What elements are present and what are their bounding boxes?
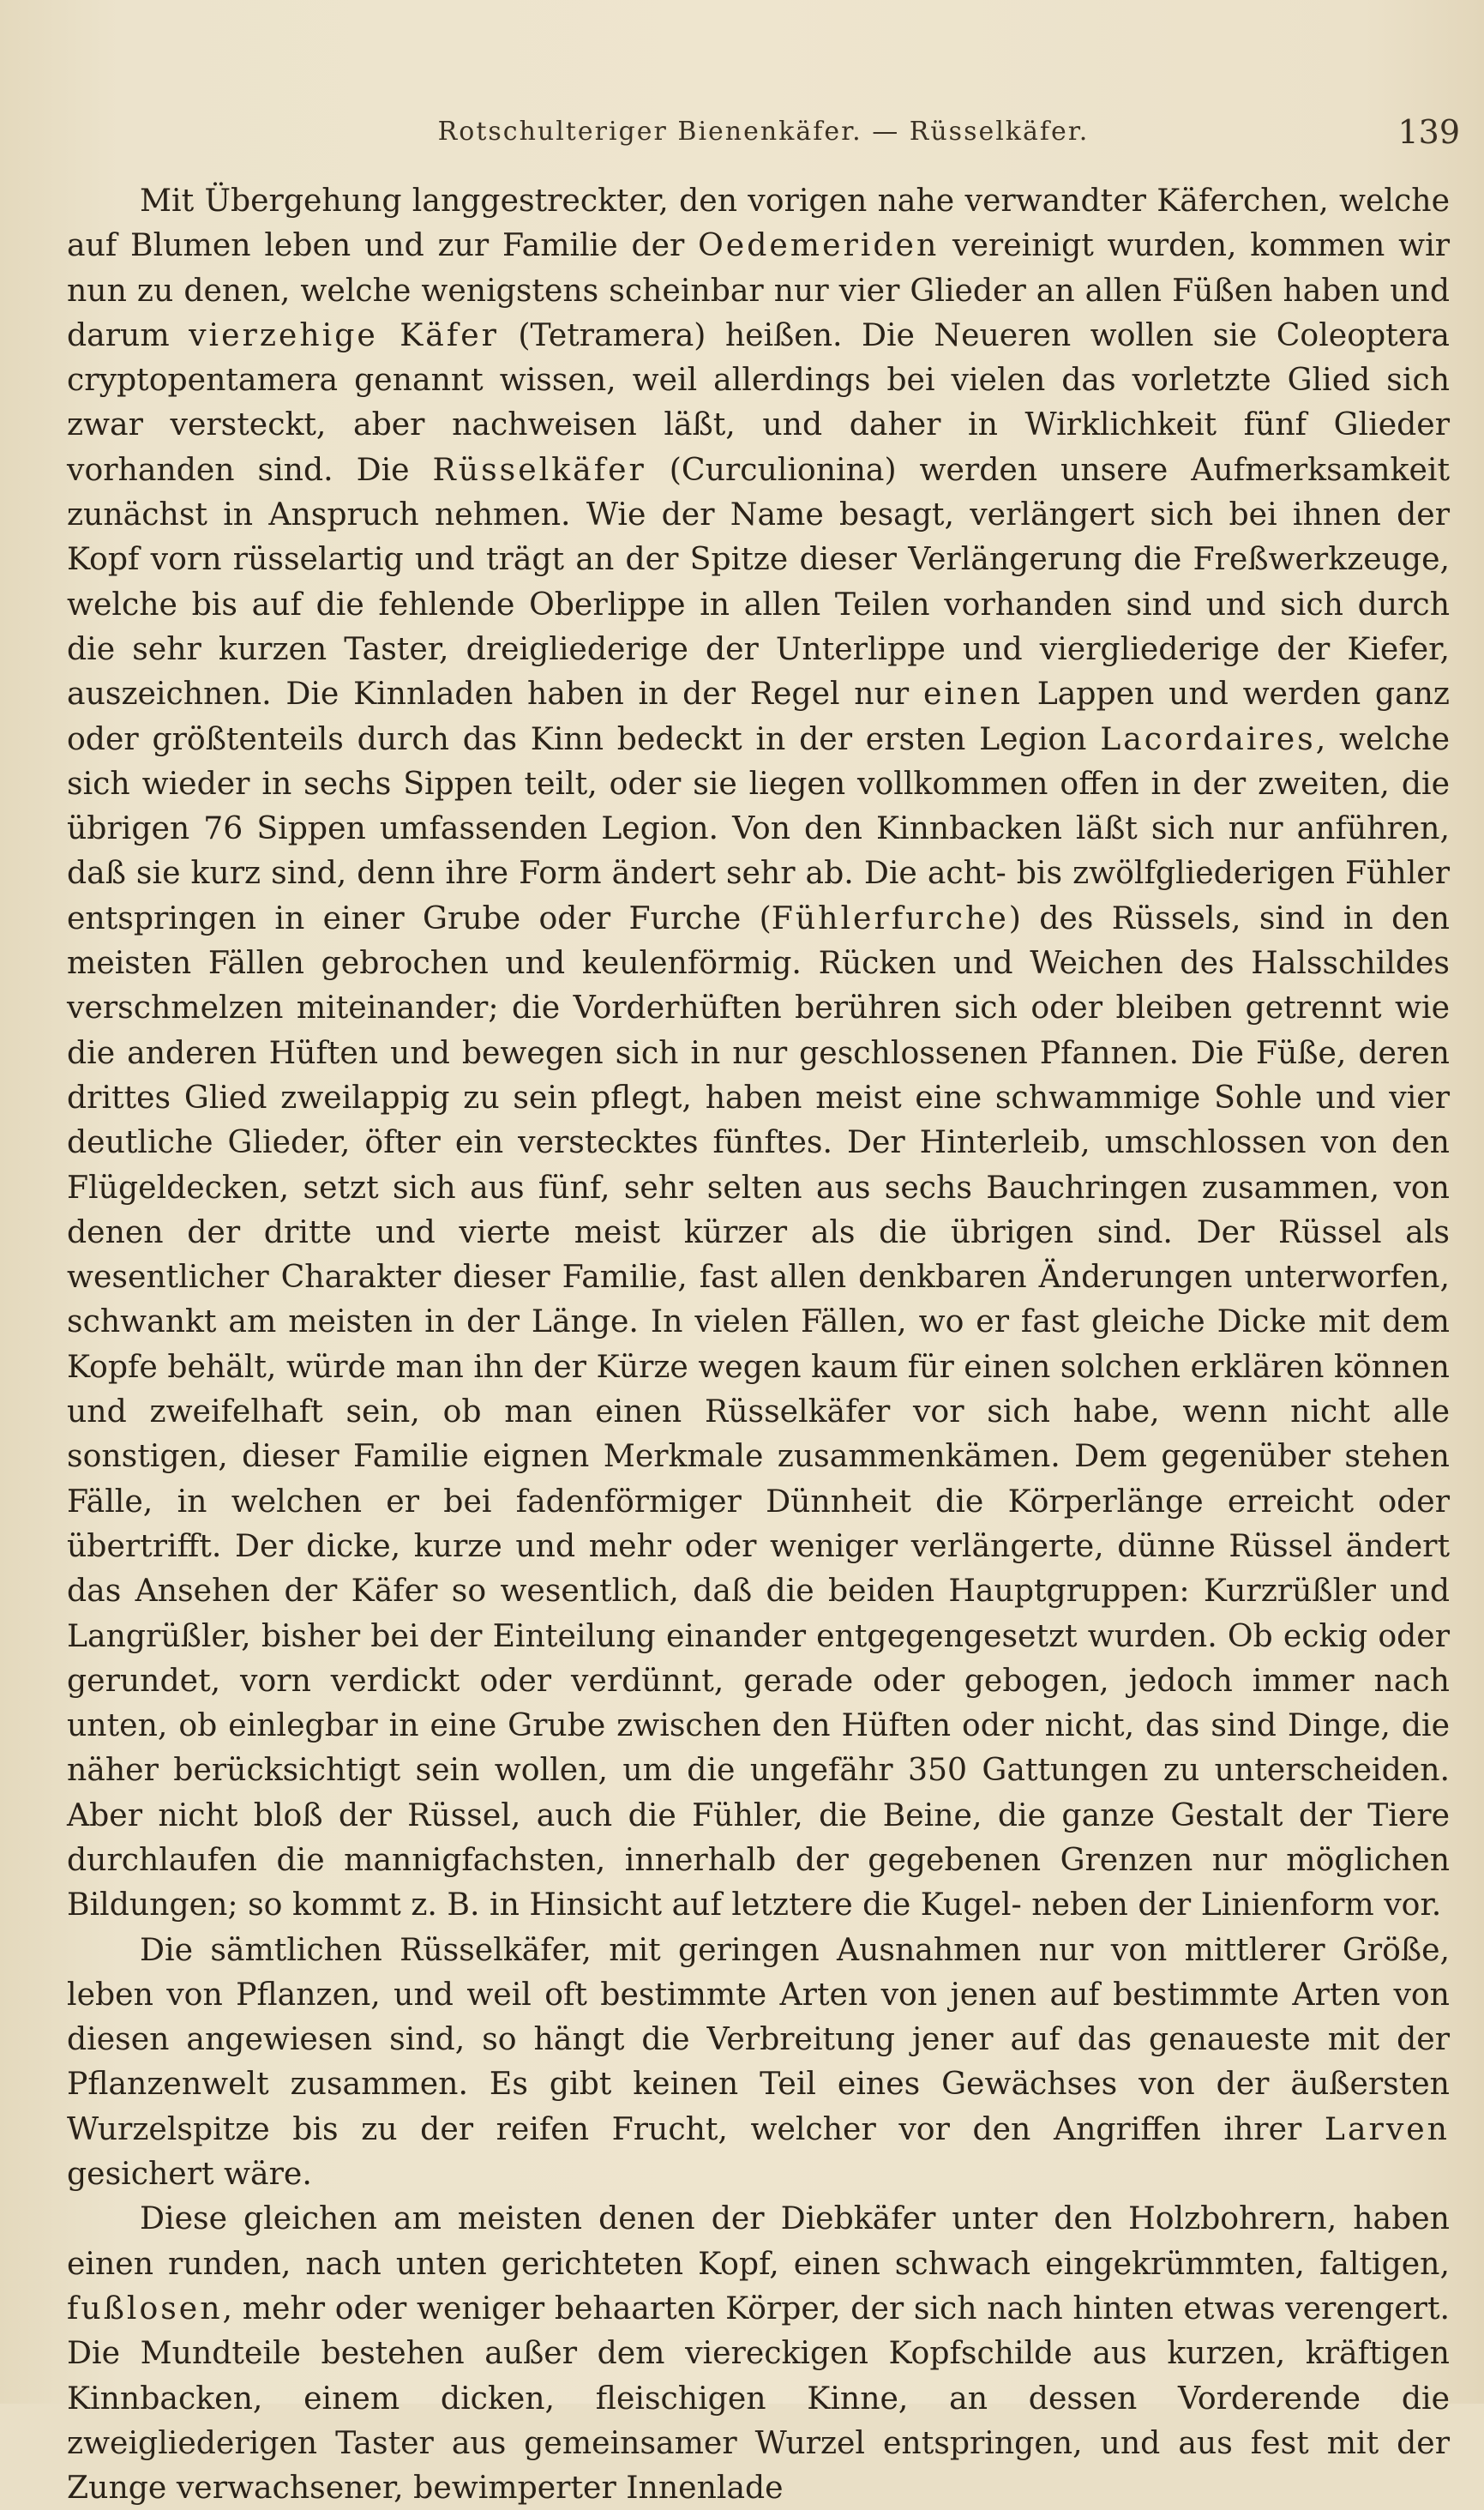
paragraph <box>67 1928 1450 2197</box>
paragraph-text: (Curculionina) werden unsere Aufmerksamkeit zunächst in Anspruch nehmen. Wie der Name besagt, verlängert sich bei ihnen der Kopf vorn rüsselartig und trägt an der Spitze dieser Verlängerung die Freßwerkzeuge, welche bis auf die fehlende Oberlippe in allen Teilen vorhanden sind und sich durch die sehr kurzen Taster, dreigliederige der Unterlippe und viergliederige der Kiefer, auszeichnen. Die Kinnladen haben in der Regel nur <box>67 450 1450 713</box>
paragraph-text: gesichert wäre. <box>67 2155 312 2193</box>
paragraph-text: , welche sich wieder in sechs Sippen teilt, oder sie liegen vollkommen offen in der zweiten, die übrigen 76 Sippen umfassenden Legion. Von den Kinnbacken läßt sich nur anführen, daß sie kurz sind, denn ihre Form ändert sehr ab. Die acht- bis zwölfgliederigen Fühler entspringen in einer Grube oder Furche ( <box>67 719 1450 936</box>
emphasized-term: Lacordaires <box>1100 719 1316 757</box>
emphasized-term: Larven <box>1324 2110 1450 2147</box>
paragraph-text: Lappen und werden ganz oder größtenteils durch das Kinn bedeckt in der ersten Legion <box>67 675 1450 757</box>
paragraph <box>67 2196 1450 2510</box>
page-header <box>67 110 1460 153</box>
emphasized-term: vierzehige Käfer <box>189 316 499 353</box>
paragraph-text: (Tetramera) heißen. Die Neueren wollen sie Coleoptera cryptopentamera genannt wissen, weil allerdings bei vielen das vorletzte Glied sich zwar versteckt, aber nachweisen läßt, und daher in Wirklichkeit fünf Glieder vorhanden sind. Die <box>67 316 1450 488</box>
paragraph-text: Diese gleichen am meisten denen der Diebkäfer unter den Holzbohrern, haben einen runden, nach unten gerichteten Kopf, einen schwach eingekrümmten, faltigen, <box>67 2200 1450 2282</box>
paragraph-text: vereinigt wurden, kommen wir nun zu denen, welche wenigstens scheinbar nur vier Glieder an allen Füßen haben und darum <box>67 226 1450 353</box>
paragraph-text: ) des Rüssels, sind in den meisten Fällen gebrochen und keulenförmig. Rücken und Weichen des Halsschildes verschmelzen miteinander; die Vorderhüften berühren sich oder bleiben getrennt wie die anderen Hüften und bewegen sich in nur geschlossenen Pfannen. Die Füße, deren drittes Glied zweilappig zu sein pflegt, haben meist eine schwammige Sohle und vier deutliche Glieder, öfter ein verstecktes fünftes. Der Hinterleib, umschlossen von den Flügeldecken, setzt sich aus fünf, sehr selten aus sechs Bauchringen zusammen, von denen der dritte und vierte meist kürzer als die übrigen sind. Der Rüssel als wesentlicher Charakter dieser Familie, fast allen denkbaren Änderungen unterworfen, schwankt am meisten in der Länge. In vielen Fällen, wo er fast gleiche Dicke mit dem Kopfe behält, würde man ihn der Kürze wegen kaum für einen solchen erklären können und zweifelhaft sein, ob man einen Rüsselkäfer vor sich habe, wenn nicht alle sonstigen, dieser Familie eignen Merkmale zusammenkämen. Dem gegenüber stehen Fälle, in welchen er bei fadenförmiger Dünnheit die Körperlänge erreicht oder übertrifft. Der dicke, kurze und mehr oder weniger verlängerte, dünne Rüssel ändert das Ansehen der Käfer so wesentlich, daß die beiden Hauptgruppen: Kurzrüßler und Langrüßler, bisher bei der Einteilung einander entgegengesetzt wurden. Ob eckig oder gerundet, vorn verdickt oder verdünnt, gerade oder gebogen, jedoch immer nach unten, ob einlegbar in eine Grube zwischen den Hüften oder nicht, das sind Dinge, die näher berücksichtigt sein wollen, um die ungefähr 350 Gattungen zu unterscheiden. Aber nicht bloß der Rüssel, auch die Fühler, die Beine, die ganze Gestalt der Tiere durchlaufen die mannigfachsten, innerhalb der gegebenen Grenzen nur möglichen Bildungen; so kommt z. B. in Hinsicht auf letztere die Kugel- neben der Linienform vor. <box>67 899 1450 1923</box>
emphasized-term: fußlosen <box>67 2289 223 2326</box>
running-title: Rotschulteriger Bienenkäfer. — Rüsselkäfer. <box>437 117 1090 147</box>
paragraph-text: Die sämtlichen Rüsselkäfer, mit geringen Ausnahmen nur von mittlerer Größe, leben von Pflanzen, und weil oft bestimmte Arten von jenen auf bestimmte Arten von diesen angewiesen sind, so hängt die Verbreitung jener auf das genaueste mit der Pflanzenwelt zusammen. Es gibt keinen Teil eines Gewächses von der äußersten Wurzelspitze bis zu der reifen Frucht, welcher vor den Angriffen ihrer <box>67 1930 1450 2147</box>
emphasized-term: einen <box>922 675 1023 713</box>
emphasized-term: Rüsselkäfer <box>432 450 646 488</box>
paragraph-text: Mit Übergehung langgestreckter, den vorigen nahe verwandter Käferchen, welche auf Blumen leben und zur Familie der <box>67 182 1450 264</box>
emphasized-term: Oedemeriden <box>698 226 940 264</box>
emphasized-term: Fühlerfurche <box>771 899 1009 936</box>
paragraph <box>67 178 1450 1928</box>
page-number: 139 <box>1397 113 1460 151</box>
paragraph-text: , mehr oder weniger behaarten Körper, der sich nach hinten etwas verengert. Die Mundteile bestehen außer dem viereckigen Kopfschilde aus kurzen, kräftigen Kinnbacken, einem dicken, fleischigen Kinne, an dessen Vorderende die zweigliederigen Taster aus gemeinsamer Wurzel entspringen, und aus fest mit der Zunge verwachsener, bewimperter Innenlade <box>67 2289 1450 2507</box>
body-text <box>67 178 1450 2507</box>
